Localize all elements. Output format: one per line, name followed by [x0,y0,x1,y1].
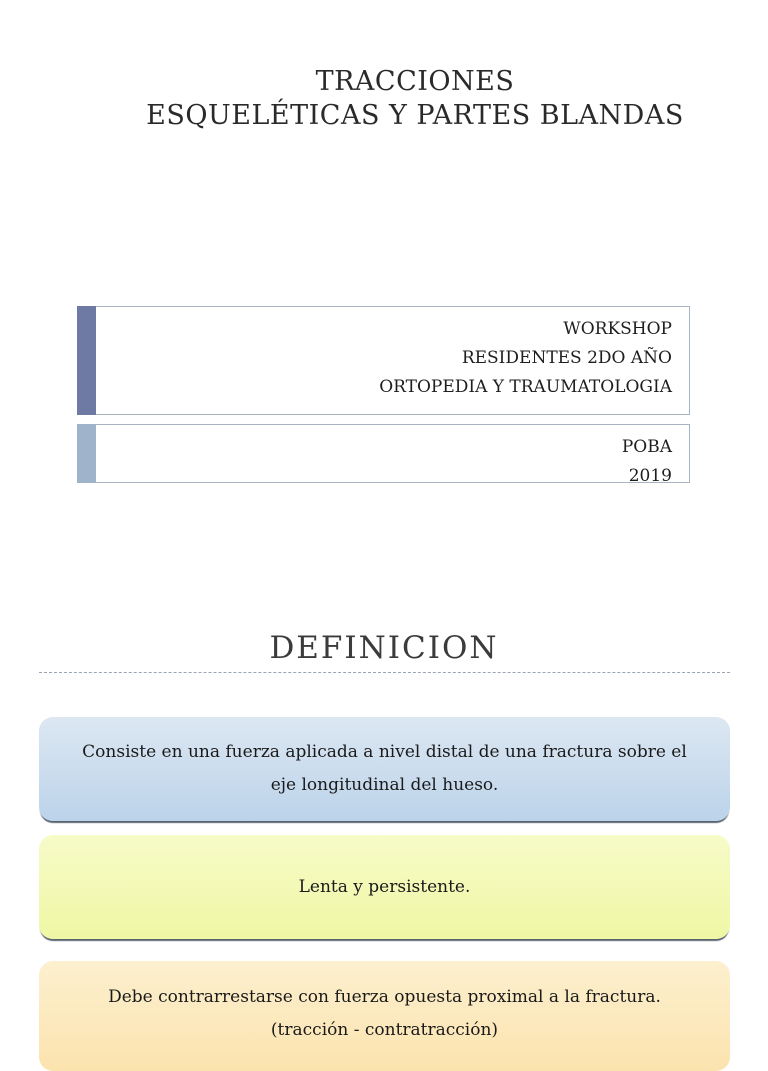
cover-title-line-2: ESQUELÉTICAS Y PARTES BLANDAS [146,100,684,131]
definition-card-text: Lenta y persistente. [298,876,471,897]
divider [39,672,730,673]
workshop-info-box [77,306,690,415]
definition-title: DEFINICION [269,630,499,666]
definition-card [39,835,730,939]
info-line: RESIDENTES 2DO AÑO [461,348,672,368]
definition-slide [0,600,768,1040]
accent-bar [77,306,96,415]
info-line: POBA [621,437,672,457]
definition-card-text: Debe contrarrestarse con fuerza opuesta proximal a la fractura. (tracción - contratracción) [108,987,661,1040]
info-line: 2019 [628,466,672,486]
info-line: WORKSHOP [563,319,672,339]
definition-card-text: Consiste en una fuerza aplicada a nivel distal de una fractura sobre el eje longitudinal del hueso. [82,742,687,795]
definition-card [39,717,730,821]
info-line: ORTOPEDIA Y TRAUMATOLOGIA [379,377,672,397]
cover-title-line-1: TRACCIONES [315,66,515,97]
accent-bar [77,424,96,483]
definition-card [39,961,730,1071]
organization-info-box [77,424,690,486]
